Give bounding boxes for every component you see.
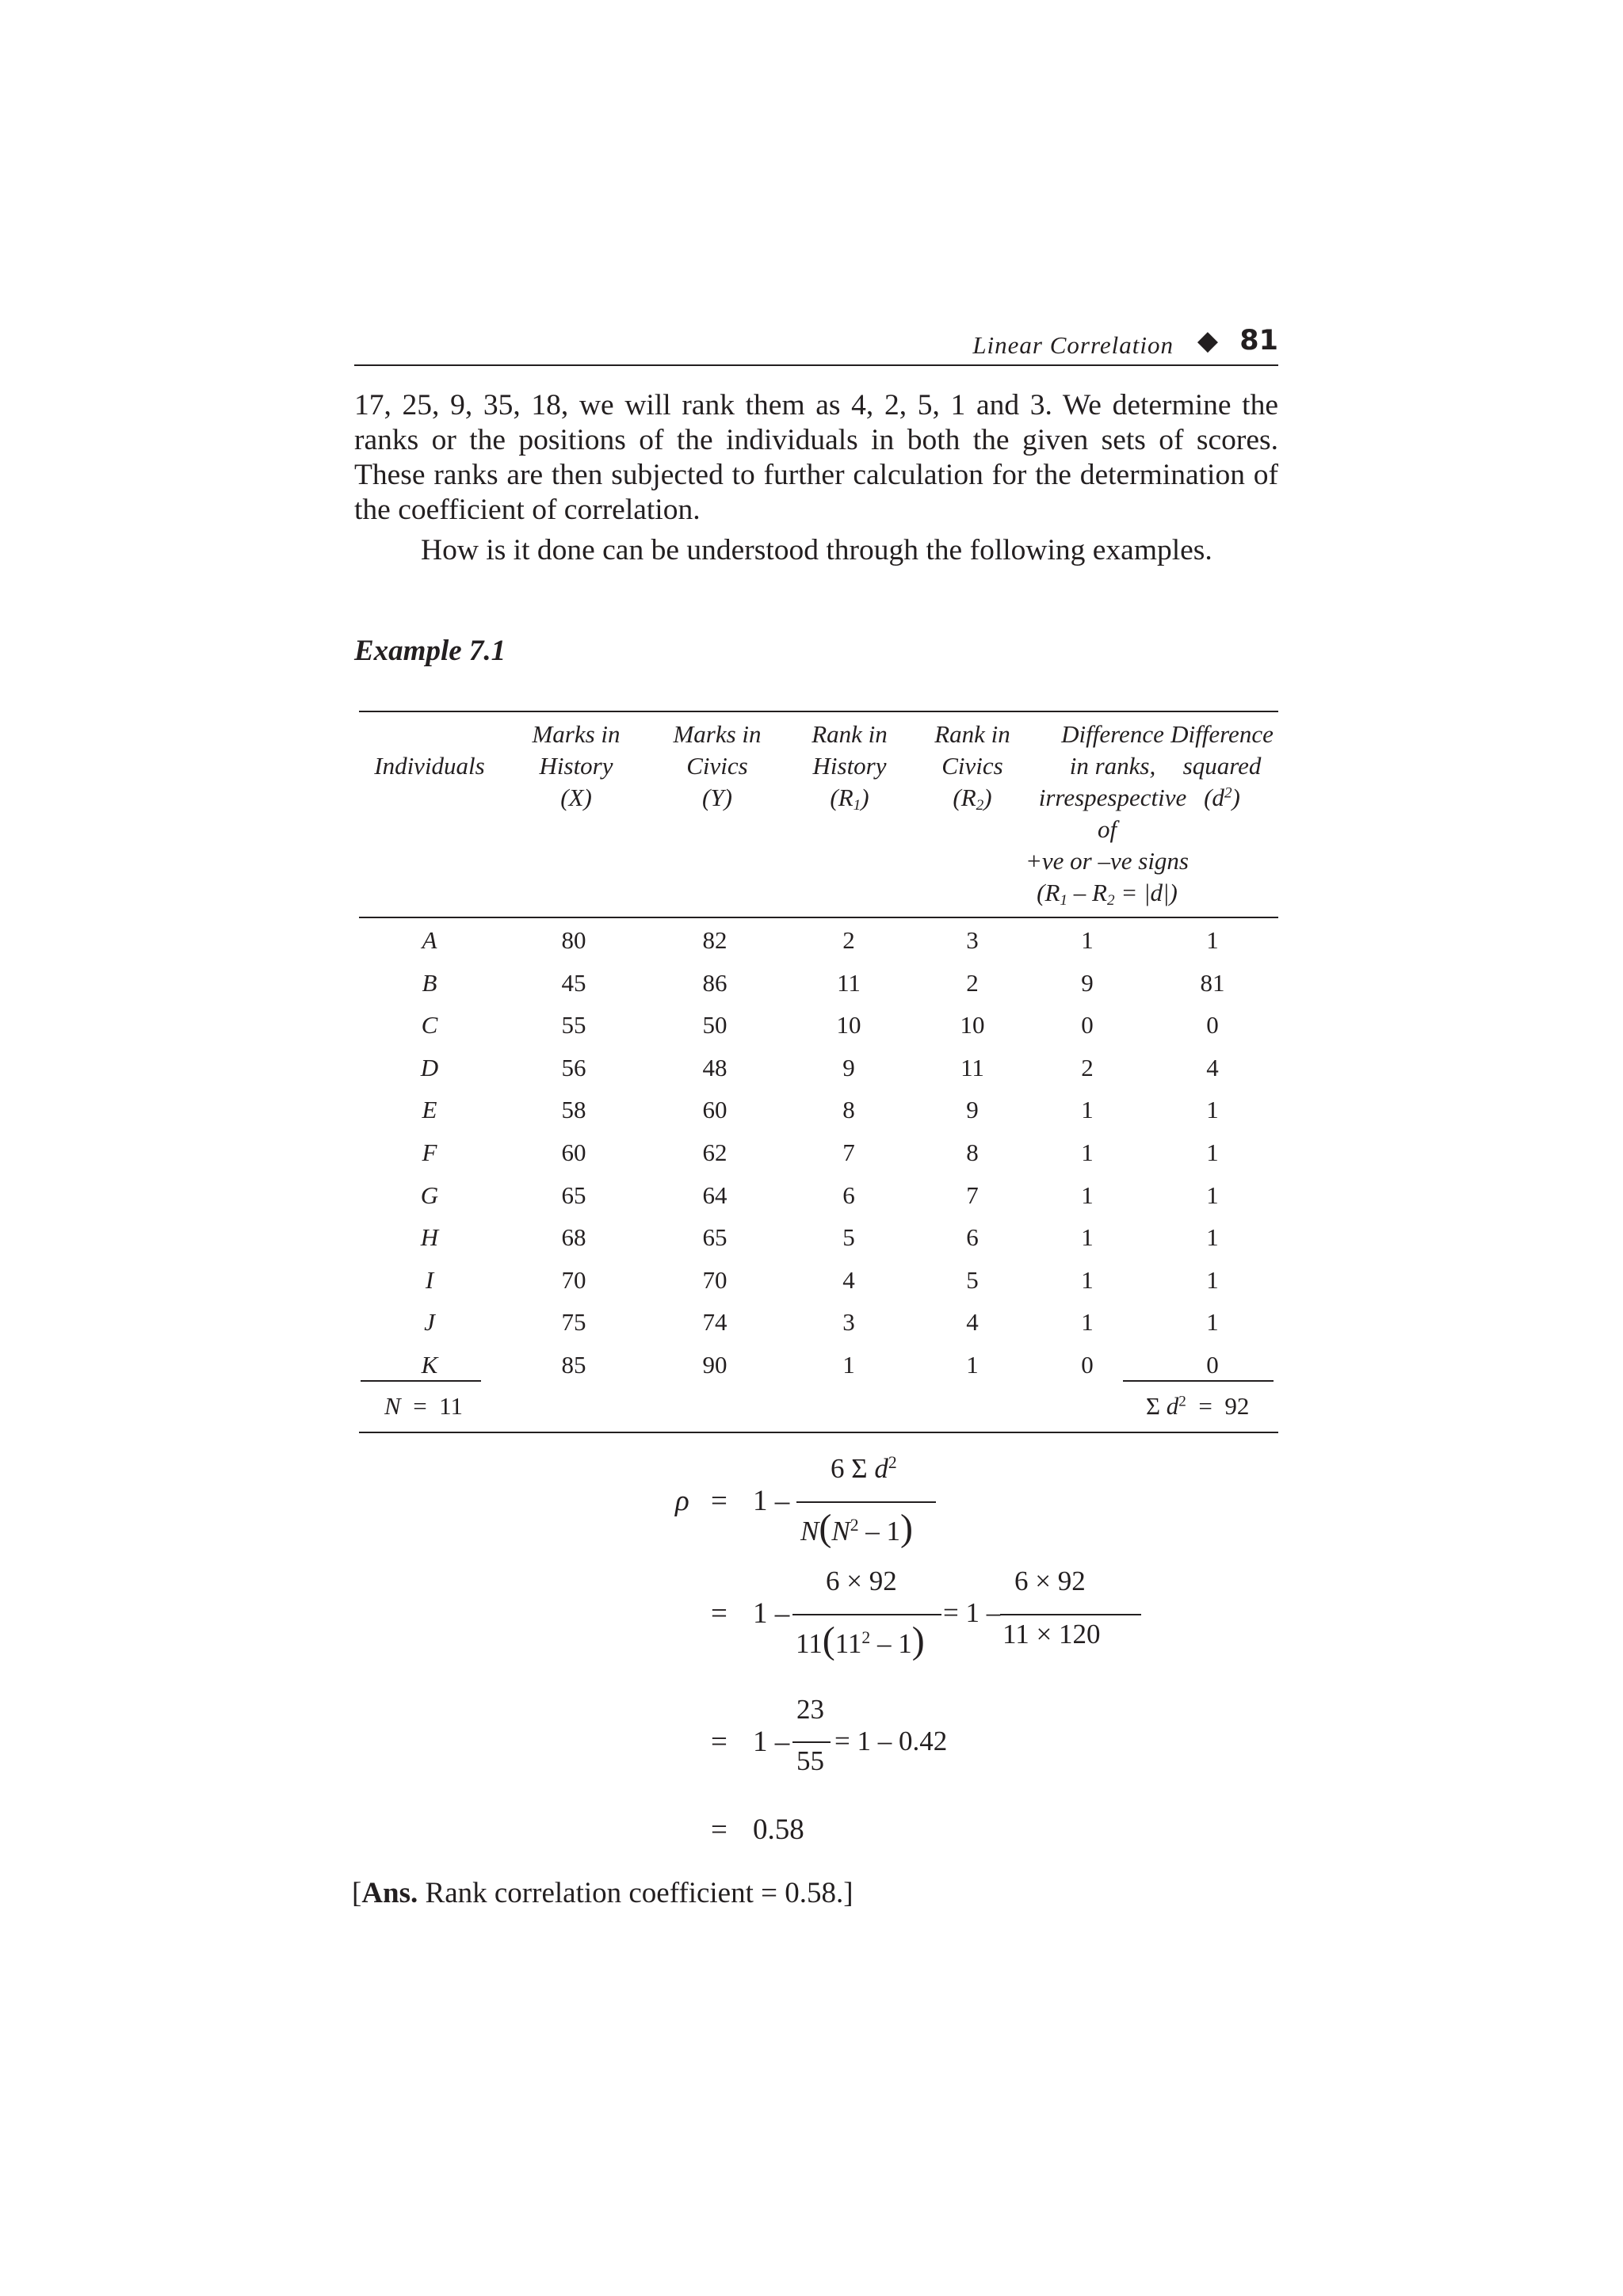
header-line bbox=[1155, 782, 1289, 814]
header-sub: 2 bbox=[976, 796, 984, 814]
den-paren: ) bbox=[900, 1507, 914, 1549]
table-cell: 85 bbox=[561, 1351, 586, 1379]
table-cell: 4 bbox=[1206, 1053, 1219, 1081]
table-cell: 1 bbox=[1081, 926, 1094, 954]
table-cell: 1 bbox=[1081, 1180, 1094, 1209]
row-individual: B bbox=[422, 968, 437, 997]
header-line: Civics bbox=[686, 752, 748, 780]
header-individuals-text: Individuals bbox=[374, 752, 485, 780]
table-cell: 11 bbox=[837, 968, 861, 997]
num-part: 6 Σ bbox=[831, 1453, 875, 1484]
table-top-rule bbox=[359, 711, 1278, 712]
sum-symbol: Σ bbox=[1146, 1392, 1161, 1420]
answer-label: Ans. bbox=[361, 1877, 418, 1909]
table-cell: 86 bbox=[702, 968, 727, 997]
table-cell: 45 bbox=[561, 968, 586, 997]
total-n-value: 11 bbox=[439, 1392, 464, 1420]
eq-sign: = bbox=[711, 1485, 727, 1517]
denominator-step2b: 11 × 120 bbox=[1002, 1619, 1101, 1650]
header-line: Marks in bbox=[673, 720, 762, 748]
header-difference-squared bbox=[1155, 719, 1289, 814]
header-individuals bbox=[354, 750, 505, 782]
header-line: (X) bbox=[560, 784, 592, 811]
header-sup: 2 bbox=[1224, 784, 1232, 802]
den-var: N bbox=[800, 1516, 819, 1547]
table-cell: 0 bbox=[1206, 1351, 1219, 1379]
table-cell: 1 bbox=[1081, 1223, 1094, 1252]
table-cell: 6 bbox=[966, 1223, 979, 1252]
numerator-step3: 23 bbox=[796, 1694, 824, 1725]
table-cell: 60 bbox=[561, 1138, 586, 1166]
table-cell: 1 bbox=[1206, 1180, 1219, 1209]
table-cell: 64 bbox=[702, 1180, 727, 1209]
header-line bbox=[786, 782, 913, 814]
header-part: ) bbox=[983, 784, 992, 811]
table-cell: 8 bbox=[966, 1138, 979, 1166]
eq-sign: = bbox=[711, 1726, 727, 1758]
step3-tail: = 1 – 0.42 bbox=[834, 1726, 948, 1756]
header-line bbox=[980, 877, 1234, 909]
table-cell: 9 bbox=[842, 1053, 855, 1081]
answer-line bbox=[352, 1876, 854, 1910]
row-individual: I bbox=[425, 1265, 434, 1294]
table-cell: 2 bbox=[842, 926, 855, 954]
header-rank-history bbox=[786, 719, 913, 814]
table-cell: 81 bbox=[1200, 968, 1225, 997]
table-cell: 0 bbox=[1206, 1011, 1219, 1039]
header-line: History bbox=[812, 752, 887, 780]
header-line: (Y) bbox=[702, 784, 732, 811]
header-part: (R bbox=[830, 784, 854, 811]
table-cell: 0 bbox=[1081, 1011, 1094, 1039]
table-cell: 74 bbox=[702, 1308, 727, 1337]
table-cell: 1 bbox=[1206, 1265, 1219, 1294]
denominator-step3: 55 bbox=[796, 1745, 824, 1776]
table-cell: 1 bbox=[1081, 1096, 1094, 1124]
table-cell: 82 bbox=[702, 926, 727, 954]
table-cell: 1 bbox=[1081, 1265, 1094, 1294]
header-line: in ranks, bbox=[1069, 752, 1156, 780]
table-cell: 65 bbox=[702, 1223, 727, 1252]
numerator-step1 bbox=[831, 1453, 897, 1485]
answer-bracket: [ bbox=[352, 1877, 362, 1909]
total-sum-d2 bbox=[1146, 1392, 1249, 1421]
header-line: Marks in bbox=[532, 720, 621, 748]
header-part: ) bbox=[1232, 784, 1240, 811]
table-cell: 70 bbox=[702, 1265, 727, 1294]
row-individual: J bbox=[424, 1308, 435, 1337]
fraction-bar bbox=[792, 1741, 831, 1743]
paragraph-intro: 17, 25, 9, 35, 18, we will rank them as 4, 2, 5, 1 and 3. We determine the ranks or the positions of the individuals in both the given sets of scores. These ranks are then subjected to further calculation for the determination of the coefficient of correlation. bbox=[354, 389, 1278, 526]
table-cell: 2 bbox=[1081, 1053, 1094, 1081]
fraction-bar bbox=[792, 1614, 941, 1615]
row-individual: H bbox=[420, 1223, 439, 1252]
header-line: irrespespective bbox=[1038, 784, 1187, 811]
example-heading: Example 7.1 bbox=[354, 635, 506, 667]
table-cell: 5 bbox=[842, 1223, 855, 1252]
den-paren: ( bbox=[819, 1507, 832, 1549]
table-cell: 90 bbox=[702, 1351, 727, 1379]
table-cell: 10 bbox=[836, 1011, 861, 1039]
table-cell: 70 bbox=[561, 1265, 586, 1294]
table-bottom-rule bbox=[359, 1432, 1278, 1433]
table-cell: 80 bbox=[561, 926, 586, 954]
header-line: Rank in bbox=[934, 720, 1010, 748]
den-part: – 1 bbox=[870, 1628, 912, 1659]
row-individual: K bbox=[421, 1351, 438, 1379]
table-cell: 1 bbox=[842, 1351, 855, 1379]
one-minus: 1 – bbox=[753, 1726, 790, 1758]
table-cell: 48 bbox=[702, 1053, 727, 1081]
table-cell: 6 bbox=[842, 1180, 855, 1209]
numerator-step2: 6 × 92 bbox=[826, 1566, 897, 1596]
den-paren: ) bbox=[911, 1619, 925, 1661]
table-cell: 65 bbox=[561, 1180, 586, 1209]
header-line: squared bbox=[1182, 752, 1262, 780]
total-n-rule bbox=[361, 1380, 481, 1382]
header-part: = |d|) bbox=[1114, 879, 1178, 906]
num-var: d bbox=[874, 1453, 888, 1484]
table-cell: 58 bbox=[561, 1096, 586, 1124]
row-individual: D bbox=[420, 1053, 439, 1081]
table-cell: 62 bbox=[702, 1138, 727, 1166]
den-part: – 1 bbox=[858, 1516, 901, 1547]
row-individual: C bbox=[421, 1011, 438, 1039]
header-line: of bbox=[1097, 815, 1117, 843]
header-sub: 2 bbox=[1106, 891, 1115, 909]
answer-text: Rank correlation coefficient = 0.58.] bbox=[418, 1877, 854, 1909]
header-part: (d bbox=[1204, 784, 1224, 811]
den-paren: ( bbox=[822, 1619, 835, 1661]
total-n-eq: = bbox=[413, 1392, 427, 1420]
header-line: Difference bbox=[1061, 720, 1164, 748]
row-individual: A bbox=[422, 926, 437, 954]
sum-sup: 2 bbox=[1178, 1393, 1186, 1410]
sum-eq: = bbox=[1198, 1392, 1212, 1420]
den-sup: 2 bbox=[861, 1628, 871, 1648]
sum-var: d bbox=[1166, 1392, 1179, 1420]
num-sup: 2 bbox=[888, 1453, 897, 1473]
fraction-bar bbox=[1000, 1614, 1141, 1615]
table-cell: 3 bbox=[842, 1308, 855, 1337]
table-cell: 1 bbox=[1081, 1138, 1094, 1166]
header-part: ) bbox=[861, 784, 869, 811]
numerator-step2b: 6 × 92 bbox=[1014, 1566, 1086, 1596]
rho-symbol: ρ bbox=[675, 1485, 689, 1517]
total-sum-rule bbox=[1123, 1380, 1274, 1382]
table-cell: 1 bbox=[1206, 1096, 1219, 1124]
row-individual: F bbox=[422, 1138, 437, 1166]
table-cell: 2 bbox=[966, 968, 979, 997]
mid-eq: = 1 – bbox=[943, 1597, 1001, 1628]
total-n bbox=[384, 1392, 463, 1421]
table-cell: 0 bbox=[1081, 1351, 1094, 1379]
header-part: (R bbox=[953, 784, 976, 811]
table-cell: 1 bbox=[1206, 1308, 1219, 1337]
header-marks-history bbox=[509, 719, 643, 814]
table-cell: 1 bbox=[1206, 926, 1219, 954]
table-cell: 56 bbox=[561, 1053, 586, 1081]
den-part: 11 bbox=[796, 1628, 823, 1659]
header-part: (R bbox=[1037, 879, 1060, 906]
table-cell: 55 bbox=[561, 1011, 586, 1039]
table-cell: 8 bbox=[842, 1096, 855, 1124]
sum-value: 92 bbox=[1224, 1392, 1250, 1420]
header-line: +ve or –ve signs bbox=[1025, 847, 1189, 875]
table-cell: 1 bbox=[1206, 1223, 1219, 1252]
header-line: History bbox=[539, 752, 613, 780]
total-n-label: N bbox=[384, 1392, 401, 1420]
table-cell: 4 bbox=[966, 1308, 979, 1337]
table-cell: 50 bbox=[702, 1011, 727, 1039]
table-header-rule bbox=[359, 917, 1278, 918]
fraction-bar bbox=[796, 1501, 936, 1503]
eq-sign: = bbox=[711, 1814, 727, 1846]
table-cell: 60 bbox=[702, 1096, 727, 1124]
running-title: Linear Correlation bbox=[972, 331, 1174, 359]
paragraph-examples: How is it done can be understood through the following examples. bbox=[421, 534, 1212, 566]
page-number: 81 bbox=[1239, 325, 1278, 357]
den-sup: 2 bbox=[850, 1516, 859, 1535]
table-cell: 9 bbox=[1081, 968, 1094, 997]
table-cell: 10 bbox=[960, 1011, 985, 1039]
table-cell: 7 bbox=[842, 1138, 855, 1166]
table-cell: 68 bbox=[561, 1223, 586, 1252]
eq-sign: = bbox=[711, 1597, 727, 1630]
table-cell: 4 bbox=[842, 1265, 855, 1294]
table-cell: 7 bbox=[966, 1180, 979, 1209]
table-cell: 5 bbox=[966, 1265, 979, 1294]
table-cell: 1 bbox=[966, 1351, 979, 1379]
header-line: Rank in bbox=[812, 720, 888, 748]
den-part: 11 bbox=[834, 1628, 862, 1659]
table-cell: 1 bbox=[1206, 1138, 1219, 1166]
den-var: N bbox=[831, 1516, 850, 1547]
row-individual: G bbox=[420, 1180, 439, 1209]
table-cell: 75 bbox=[561, 1308, 586, 1337]
running-header bbox=[354, 325, 1278, 366]
row-individual: E bbox=[422, 1096, 437, 1124]
header-line: Civics bbox=[941, 752, 1003, 780]
header-sub: 1 bbox=[1060, 891, 1068, 909]
denominator-step2 bbox=[796, 1619, 925, 1662]
table-cell: 3 bbox=[966, 926, 979, 954]
table-cell: 11 bbox=[960, 1053, 984, 1081]
header-line: Difference bbox=[1170, 720, 1274, 748]
header-part: – R bbox=[1067, 879, 1107, 906]
denominator-step1 bbox=[800, 1506, 913, 1550]
header-marks-civics bbox=[650, 719, 785, 814]
diamond-icon: ◆ bbox=[1197, 326, 1218, 356]
header-sub: 1 bbox=[853, 796, 861, 814]
one-minus: 1 – bbox=[753, 1485, 790, 1517]
one-minus: 1 – bbox=[753, 1597, 790, 1630]
table-cell: 9 bbox=[966, 1096, 979, 1124]
result-value: 0.58 bbox=[753, 1814, 804, 1846]
table-cell: 1 bbox=[1081, 1308, 1094, 1337]
